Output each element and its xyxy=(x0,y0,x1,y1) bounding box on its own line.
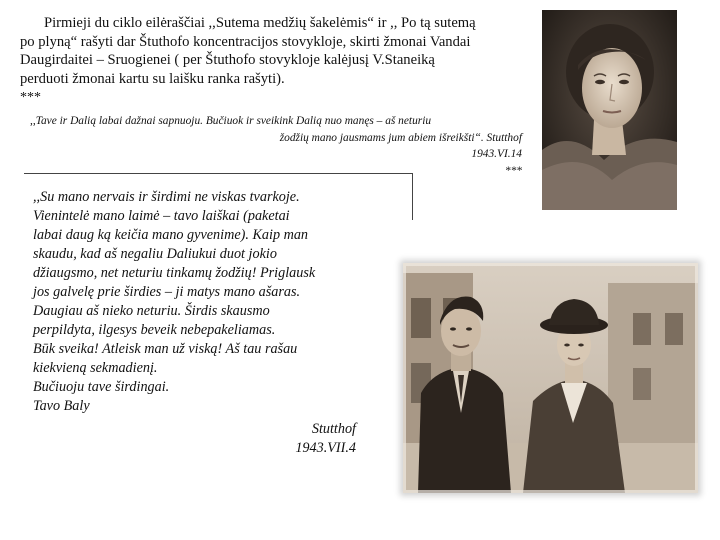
portrait-photo xyxy=(542,10,677,210)
letter-line: labai daug ką keičia mano gyvenime). Kaip man xyxy=(33,227,309,243)
letter-line: Daugiau aš nieko neturiu. Širdis skausmo xyxy=(33,303,270,319)
intro-line: Pirmieji du ciklo eilėraščiai ,,Sutema medžių šakelėmis“ ir ,, Po tą sutemą xyxy=(44,15,476,31)
quote-date: 1943.VI.14 xyxy=(471,148,522,160)
letter-line: džiaugsmo, net neturiu tinkamų žodžių! Priglausk xyxy=(33,265,316,281)
letter-line: Tavo Baly xyxy=(33,398,90,414)
section-separator: *** xyxy=(20,90,41,105)
quote-line: ,,Tave ir Dalią labai dažnai sapnuoju. Bučiuok ir sveikink Dalią nuo manęs – aš neturiu xyxy=(30,115,432,127)
intro-paragraph xyxy=(20,14,525,88)
letter-place: Stutthof xyxy=(311,421,356,437)
letter-line: ,,Su mano nervais ir širdimi ne viskas tvarkoje. xyxy=(33,189,300,205)
quote-line: žodžių mano jausmams jum abiem išreikšti“. Stutthof xyxy=(279,131,522,144)
intro-line: Daugirdaitei – Sruogienei ( per Štuthofo stovykloje kalėjusį V.Staneiką xyxy=(20,52,435,68)
letter-line: jos galvelę prie širdies – ji matys mano ašaras. xyxy=(33,284,301,300)
letter-line: perpildyta, ilgesys beveik nebepakeliamas. xyxy=(33,322,276,338)
letter-line: Bučiuoju tave širdingai. xyxy=(33,379,170,395)
letter-date: 1943.VII.4 xyxy=(295,440,356,456)
letter-line: Būk sveika! Atleisk man už viską! Aš tau rašau xyxy=(33,341,298,357)
intro-line: po plyną“ rašyti dar Štuthofo koncentracijos stovykloje, skirti žmonai Vandai xyxy=(20,33,471,50)
section-separator: *** xyxy=(504,164,522,177)
letter-quote-1943-06-14 xyxy=(30,113,522,179)
frame-line-top xyxy=(24,173,413,174)
frame-line-right xyxy=(412,173,413,220)
couple-photo xyxy=(403,263,698,493)
letter-quote-1943-07-04 xyxy=(33,188,388,416)
letter-line: Vienintelė mano laimė – tavo laiškai (paketai xyxy=(33,208,290,224)
intro-line: perduoti žmonai kartu su laišku ranka rašyti). xyxy=(20,70,285,87)
letter-signature xyxy=(286,420,356,458)
letter-line: kiekvieną sekmadienį. xyxy=(33,360,158,376)
letter-line: skaudu, kad aš negaliu Daliukui duot jokio xyxy=(33,246,277,262)
